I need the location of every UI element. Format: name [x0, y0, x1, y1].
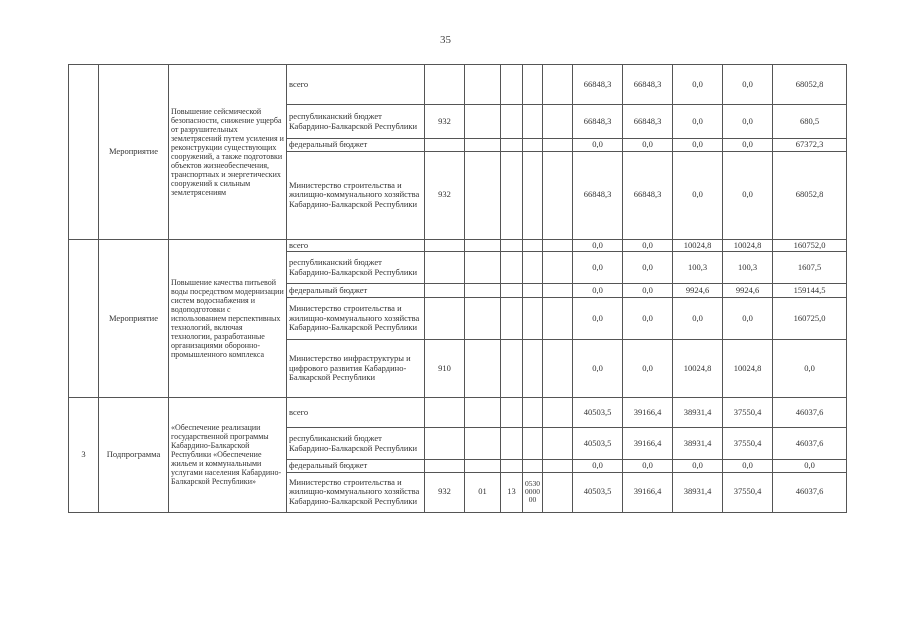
code-cell [501, 340, 523, 398]
code-cell [543, 151, 573, 239]
code-cell [501, 252, 523, 284]
value-cell: 0,0 [573, 340, 623, 398]
code-cell [501, 298, 523, 340]
program-funding-table [68, 64, 847, 513]
value-cell: 0,0 [673, 65, 723, 105]
value-cell: 39166,4 [623, 472, 673, 512]
code-cell [543, 139, 573, 152]
value-cell: 0,0 [573, 239, 623, 252]
value-cell: 0,0 [623, 252, 673, 284]
value-cell: 0,0 [723, 151, 773, 239]
value-cell: 0,0 [673, 298, 723, 340]
code-cell [501, 105, 523, 139]
code-cell [523, 340, 543, 398]
funding-source: республиканский бюджет Кабардино-Балкарской Республики [287, 428, 425, 460]
table-row [69, 398, 847, 428]
code-cell [543, 340, 573, 398]
funding-source: федеральный бюджет [287, 139, 425, 152]
funding-source: всего [287, 65, 425, 105]
code-cell [523, 428, 543, 460]
value-cell: 9924,6 [723, 284, 773, 298]
value-cell: 37550,4 [723, 398, 773, 428]
value-cell: 0,0 [673, 105, 723, 139]
value-cell: 38931,4 [673, 472, 723, 512]
code-cell [425, 139, 465, 152]
value-cell: 0,0 [573, 252, 623, 284]
code-cell: 0530000000 [523, 472, 543, 512]
row-number-cell [69, 239, 99, 398]
value-cell: 100,3 [723, 252, 773, 284]
code-cell [425, 428, 465, 460]
value-cell: 67372,3 [773, 139, 847, 152]
value-cell: 0,0 [723, 105, 773, 139]
code-cell [523, 284, 543, 298]
value-cell: 680,5 [773, 105, 847, 139]
value-cell: 66848,3 [623, 65, 673, 105]
code-cell: 910 [425, 340, 465, 398]
code-cell [465, 298, 501, 340]
measure-type: Мероприятие [99, 65, 169, 240]
value-cell: 38931,4 [673, 428, 723, 460]
code-cell [465, 428, 501, 460]
value-cell: 66848,3 [623, 105, 673, 139]
code-cell [425, 398, 465, 428]
funding-source: Министерство строительства и жилищно-коммунального хозяйства Кабардино-Балкарской Республики [287, 298, 425, 340]
value-cell: 0,0 [623, 460, 673, 473]
code-cell [543, 105, 573, 139]
measure-type: Мероприятие [99, 239, 169, 398]
value-cell: 0,0 [623, 139, 673, 152]
value-cell: 66848,3 [623, 151, 673, 239]
value-cell: 37550,4 [723, 472, 773, 512]
code-cell [501, 284, 523, 298]
measure-type: Подпрограмма [99, 398, 169, 513]
value-cell: 159144,5 [773, 284, 847, 298]
code-cell [543, 252, 573, 284]
funding-source: республиканский бюджет Кабардино-Балкарской Республики [287, 105, 425, 139]
funding-source: Министерство строительства и жилищно-коммунального хозяйства Кабардино-Балкарской Республики [287, 472, 425, 512]
code-cell [523, 151, 543, 239]
value-cell: 0,0 [673, 139, 723, 152]
code-cell [523, 460, 543, 473]
code-cell [523, 398, 543, 428]
value-cell: 0,0 [723, 139, 773, 152]
value-cell: 68052,8 [773, 65, 847, 105]
value-cell: 40503,5 [573, 472, 623, 512]
value-cell: 0,0 [623, 239, 673, 252]
code-cell [501, 428, 523, 460]
code-cell [425, 65, 465, 105]
value-cell: 0,0 [723, 298, 773, 340]
code-cell: 13 [501, 472, 523, 512]
code-cell [543, 398, 573, 428]
row-number-cell [69, 65, 99, 240]
value-cell: 0,0 [773, 460, 847, 473]
value-cell: 66848,3 [573, 151, 623, 239]
code-cell [425, 284, 465, 298]
code-cell [543, 460, 573, 473]
code-cell [465, 65, 501, 105]
value-cell: 10024,8 [723, 340, 773, 398]
value-cell: 46037,6 [773, 472, 847, 512]
code-cell: 932 [425, 472, 465, 512]
value-cell: 0,0 [723, 65, 773, 105]
code-cell [425, 460, 465, 473]
code-cell [523, 139, 543, 152]
code-cell [543, 298, 573, 340]
table-row [69, 239, 847, 252]
value-cell: 39166,4 [623, 398, 673, 428]
value-cell: 40503,5 [573, 428, 623, 460]
code-cell [523, 298, 543, 340]
value-cell: 40503,5 [573, 398, 623, 428]
measure-description: Повышение качества питьевой воды посредством модернизации систем водоснабжения и водоподготовки с использованием перспективных технологий, включая технологии, разработанные организациями оборонно-промышленного комплекса [169, 239, 287, 398]
funding-source: всего [287, 239, 425, 252]
value-cell: 66848,3 [573, 65, 623, 105]
funding-source: федеральный бюджет [287, 284, 425, 298]
value-cell: 0,0 [773, 340, 847, 398]
code-cell [465, 340, 501, 398]
page-number: 35 [440, 34, 451, 46]
code-cell [465, 460, 501, 473]
code-cell [543, 428, 573, 460]
value-cell: 100,3 [673, 252, 723, 284]
code-cell [501, 139, 523, 152]
value-cell: 160725,0 [773, 298, 847, 340]
table-row [69, 65, 847, 105]
value-cell: 46037,6 [773, 428, 847, 460]
code-cell [543, 239, 573, 252]
code-cell [501, 151, 523, 239]
value-cell: 0,0 [573, 460, 623, 473]
code-cell [465, 239, 501, 252]
code-cell [523, 65, 543, 105]
code-cell [501, 239, 523, 252]
value-cell: 0,0 [673, 460, 723, 473]
code-cell [465, 252, 501, 284]
value-cell: 37550,4 [723, 428, 773, 460]
code-cell [465, 151, 501, 239]
value-cell: 68052,8 [773, 151, 847, 239]
funding-source: федеральный бюджет [287, 460, 425, 473]
code-cell [465, 105, 501, 139]
value-cell: 9924,6 [673, 284, 723, 298]
value-cell: 10024,8 [723, 239, 773, 252]
value-cell: 0,0 [623, 284, 673, 298]
measure-description: «Обеспечение реализации государственной программы Кабардино-Балкарской Республики «Обеспечение жильем и коммунальными услугами населения Кабардино-Балкарской Республики» [169, 398, 287, 513]
code-cell [465, 139, 501, 152]
code-cell [543, 472, 573, 512]
code-cell [425, 252, 465, 284]
measure-description: Повышение сейсмической безопасности, снижение ущерба от разрушительных землетрясений путем усиления и реконструкции существующих сооружений, а также подготовки объектов жизнеобеспечения, транспортных и энергетических сооружений к сильным землетрясениям [169, 65, 287, 240]
value-cell: 66848,3 [573, 105, 623, 139]
code-cell [465, 284, 501, 298]
value-cell: 10024,8 [673, 340, 723, 398]
code-cell [523, 105, 543, 139]
value-cell: 0,0 [673, 151, 723, 239]
code-cell: 932 [425, 105, 465, 139]
code-cell: 01 [465, 472, 501, 512]
value-cell: 0,0 [573, 139, 623, 152]
value-cell: 38931,4 [673, 398, 723, 428]
value-cell: 46037,6 [773, 398, 847, 428]
code-cell [543, 65, 573, 105]
code-cell [543, 284, 573, 298]
value-cell: 10024,8 [673, 239, 723, 252]
code-cell [425, 298, 465, 340]
value-cell: 0,0 [723, 460, 773, 473]
value-cell: 160752,0 [773, 239, 847, 252]
value-cell: 0,0 [623, 340, 673, 398]
code-cell [501, 398, 523, 428]
funding-source: Министерство строительства и жилищно-коммунального хозяйства Кабардино-Балкарской Республики [287, 151, 425, 239]
value-cell: 0,0 [573, 284, 623, 298]
value-cell: 39166,4 [623, 428, 673, 460]
funding-source: всего [287, 398, 425, 428]
code-cell [465, 398, 501, 428]
code-cell [501, 65, 523, 105]
value-cell: 0,0 [623, 298, 673, 340]
funding-source: республиканский бюджет Кабардино-Балкарской Республики [287, 252, 425, 284]
code-cell: 932 [425, 151, 465, 239]
value-cell: 1607,5 [773, 252, 847, 284]
value-cell: 0,0 [573, 298, 623, 340]
row-number-cell: 3 [69, 398, 99, 513]
code-cell [425, 239, 465, 252]
code-cell [501, 460, 523, 473]
code-cell [523, 252, 543, 284]
code-cell [523, 239, 543, 252]
funding-source: Министерство инфраструктуры и цифрового развития Кабардино-Балкарской Республики [287, 340, 425, 398]
